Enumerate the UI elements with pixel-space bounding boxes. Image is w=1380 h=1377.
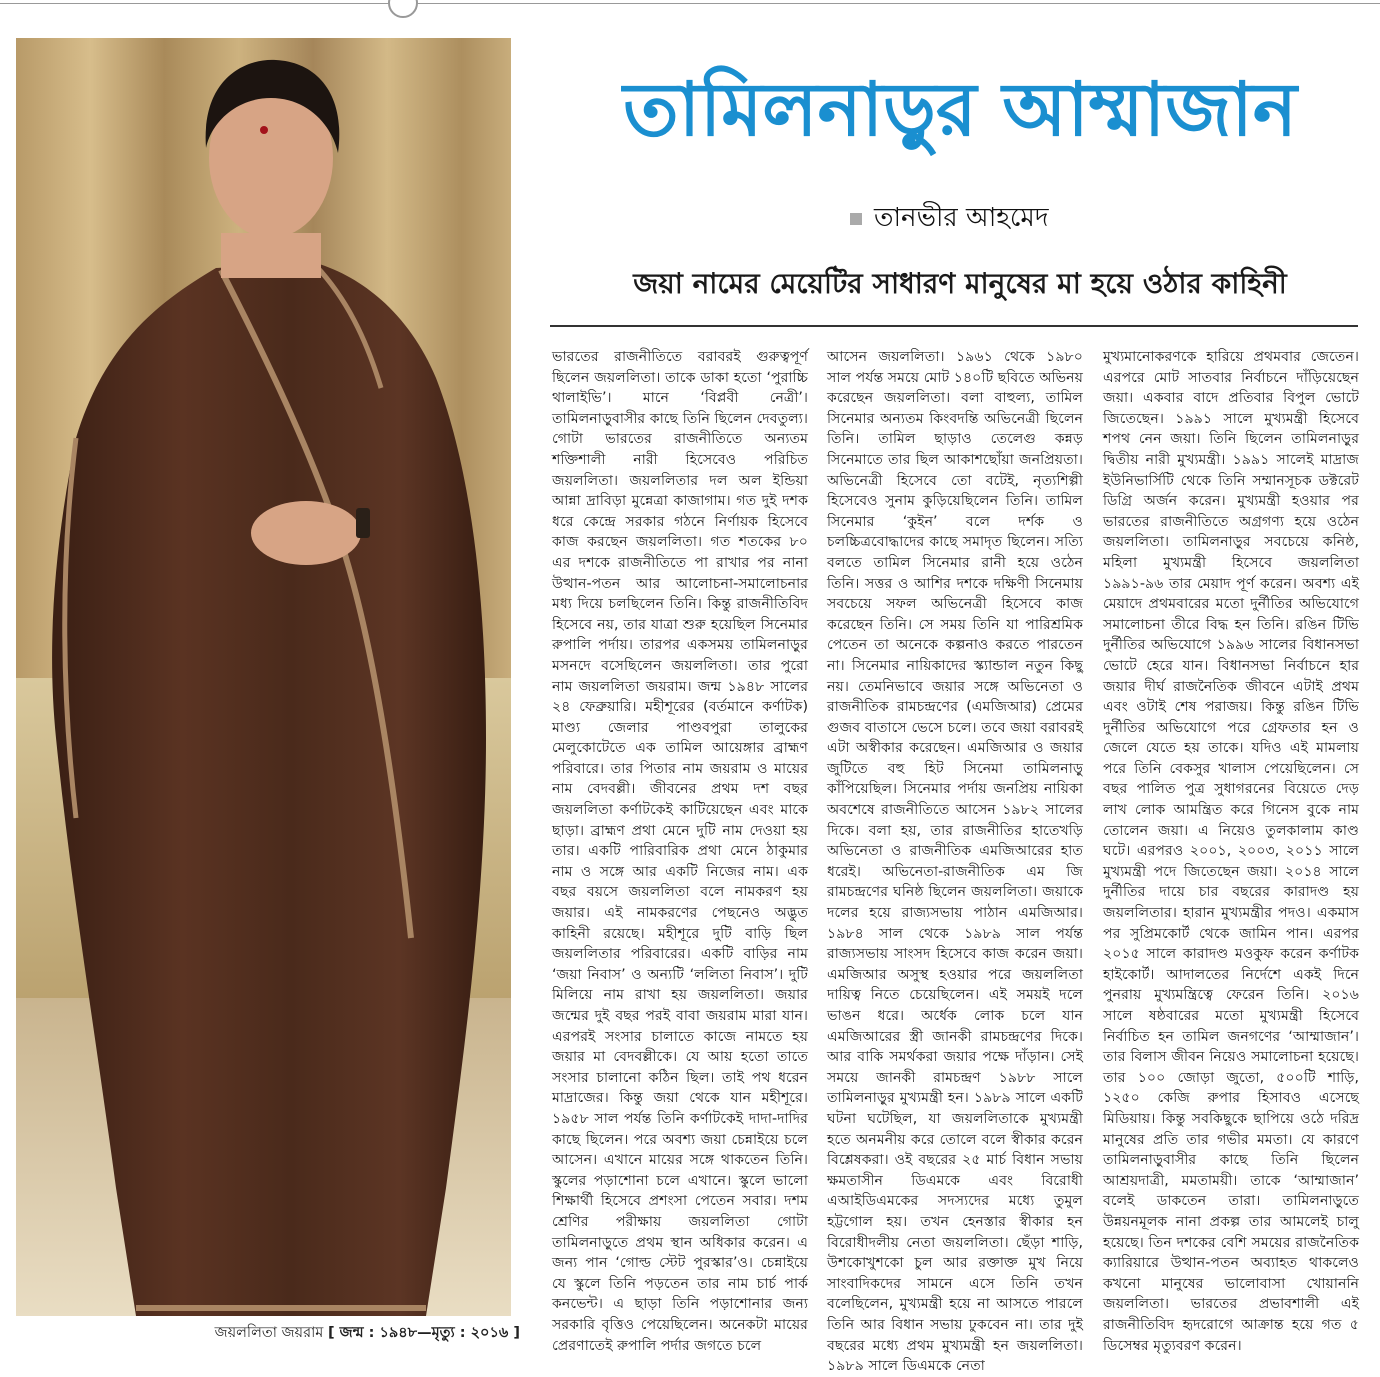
caption-dates: [ জন্ম : ১৯৪৮—মৃত্যু : ২০১৬ ] [327,1325,520,1341]
top-notch-ornament [388,0,418,18]
photo-caption [0,1322,520,1346]
caption-name: জয়ললিতা জয়রাম [214,1325,324,1341]
article-column-2: আসেন জয়ললিতা। ১৯৬১ থেকে ১৯৮০ সাল পর্যন্ত সময়ে মোট ১৪০টি ছবিতে অভিনয় করেছেন জয়ললিতা। বলা বাহুল্য, তামিল সিনেমার অন্যতম কিংবদন্তি অভিনেত্রী ছিলেন তিনি। তামিল ছাড়াও তেলেগু কন্নড় সিনেমাতে তার ছিল আকাশছোঁয়া জনপ্রিয়তা। অভিনেত্রী হিসেবে তো বটেই, নৃত্যশিল্পী হিসেবেও সুনাম কুড়িয়েছিলেন তিনি। তামিল সিনেমার ‘কুইন’ বলে দর্শক ও চলচ্চিত্রবোদ্ধাদের কাছে সমাদৃত ছিলেন। সত্যি বলতে তামিল সিনেমার রানী হয়ে ওঠেন তিনি। সত্তর ও আশির দশকে দক্ষিণী সিনেমায় সবচেয়ে সফল অভিনেত্রী হিসেবে কাজ করেছেন তিনি। সে সময় তিনি যা পারিশ্রমিক পেতেন তা অনেকে কল্পনাও করতে পারতেন না। সিনেমার নায়িকাদের স্ক্যান্ডাল নতুন কিছু নয়। তেমনিভাবে জয়ার সঙ্গে অভিনেতা ও রাজনীতিক রামচন্দ্রণের (এমজিআর) প্রেমের গুজব বাতাসে ভেসে চলে। তবে জয়া বরাবরই এটা অস্বীকার করেছেন। এমজিআর ও জয়ার জুটিতে বহু হিট সিনেমা তামিলনাড়ু কাঁপিয়েছিল। সিনেমার পর্দায় জনপ্রিয় নায়িকা অবশেষে রাজনীতিতে আসেন ১৯৮২ সালের দিকে। বলা হয়, তার রাজনীতির হাতেখড়ি অভিনেতা ও রাজনীতিক এমজিআরের হাত ধরেই। অভিনেতা-রাজনীতিক এম জি রামচন্দ্রণের ঘনিষ্ঠ ছিলেন জয়ললিতা। জয়াকে দলের হয়ে রাজ্যসভায় পাঠান এমজিআর। ১৯৮৪ সাল থেকে ১৯৮৯ সাল পর্যন্ত রাজ্যসভায় সাংসদ হিসেবে কাজ করেন জয়া। এমজিআর অসুস্থ হওয়ার পরে জয়ললিতা দায়িত্ব নিতে চেয়েছিলেন। এই সময়ই দলে ভাঙন ধরে। অর্ধেক লোক চলে যান এমজিআরের স্ত্রী জানকী রামচন্দ্রণের দিকে। আর বাকি সমর্থকরা জয়ার পক্ষে দাঁড়ান। সেই সময়ে জানকী রামচন্দ্রণ ১৯৮৮ সালে তামিলনাড়ুর মুখ্যমন্ত্রী হন। ১৯৮৯ সালে একটি ঘটনা ঘটেছিল, যা জয়ললিতাকে মুখ্যমন্ত্রী হতে অনমনীয় করে তোলে বলে স্বীকার করেন বিশ্লেষকরা। ওই বছরের ২৫ মার্চ বিধান সভায় ক্ষমতাসীন ডিএমকে এবং বিরোধী এআইডিএমকের সদস্যদের মধ্যে তুমুল হট্টগোল হয়। তখন হেনস্তার স্বীকার হন বিরোধীদলীয় নেতা জয়ললিতা। ছেঁড়া শাড়ি, উশকোখুশকো চুল আর রক্তাক্ত মুখ নিয়ে সাংবাদিকদের সামনে এসে তিনি তখন বলেছিলেন, মুখ্যমন্ত্রী হয়ে না আসতে পারলে তিনি আর বিধান সভায় ঢুকবেন না। তার দুই বছরের মধ্যে প্রথম মুখ্যমন্ত্রী হন জয়ললিতা। ১৯৮৯ সালে ডিএমকে নেতা [827,349,1083,1375]
article-column-3: মুখ্যমানোকরণকে হারিয়ে প্রথমবার জেতেন। এরপরে মোট সাতবার নির্বাচনে দাঁড়িয়েছেন জয়া। একবার বাদে প্রতিবার বিপুল ভোটে জিতেছেন। ১৯৯১ সালে মুখ্যমন্ত্রী হিসেবে শপথ নেন জয়া। তিনি ছিলেন তামিলনাড়ুর দ্বিতীয় নারী মুখ্যমন্ত্রী। ১৯৯১ সালেই মাদ্রাজ ইউনিভার্সিটি থেকে তিনি সম্মানসূচক ডক্টরেট ডিগ্রি অর্জন করেন। মুখ্যমন্ত্রী হওয়ার পর ভারতের রাজনীতিতে অগ্রগণ্য হয়ে ওঠেন জয়ললিতা। তামিলনাড়ুর সবচেয়ে কনিষ্ঠ, মহিলা মুখ্যমন্ত্রী হিসেবে জয়ললিতা ১৯৯১-৯৬ তার মেয়াদ পূর্ণ করেন। অবশ্য এই মেয়াদে প্রথমবারের মতো দুর্নীতির অভিযোগে সমালোচনা তীরে বিদ্ধ হন তিনি। রঙিন টিভি দুর্নীতির অভিযোগে ১৯৯৬ সালের বিধানসভা ভোটে হেরে যান। বিধানসভা নির্বাচনে হার জয়ার দীর্ঘ রাজনৈতিক জীবনে এটাই প্রথম এবং ওটাই শেষ পরাজয়। কিন্তু রঙিন টিভি দুর্নীতির অভিযোগে পরে গ্রেফতার হন ও জেলে যেতে হয় তাকে। যদিও এই মামলায় পরে তিনি বেকসুর খালাস পেয়েছিলেন। সে বছর পালিত পুত্র সুধাগরনের বিয়েতে দেড় লাখ লোক আমন্ত্রিত করে গিনেস বুকে নাম তোলেন জয়া। এ নিয়েও তুলকালাম কাণ্ড ঘটে। এরপরও ২০০১, ২০০৩, ২০১১ সালে মুখ্যমন্ত্রী পদে জিতেছেন জয়া। ২০১৪ সালে দুর্নীতির দায়ে চার বছরের কারাদণ্ড হয় জয়ললিতার। হারান মুখ্যমন্ত্রীর পদও। একমাস পর সুপ্রিমকোর্ট থেকে জামিন পান। এরপর ২০১৫ সালে কারাদণ্ড মওকুফ করেন কর্ণাটক হাইকোর্ট। আদালতের নির্দেশে একই দিনে পুনরায় মুখ্যমন্ত্রিত্বে ফেরেন তিনি। ২০১৬ সালে ষষ্ঠবারের মতো মুখ্যমন্ত্রী হিসেবে নির্বাচিত হন তামিল জনগণের ‘আম্মাজান’। তার বিলাস জীবন নিয়েও সমালোচনা হয়েছে। তার ১০০ জোড়া জুতো, ৫০০টি শাড়ি, ১২৫০ কেজি রুপার হিসাবও এসেছে মিডিয়ায়। কিন্তু সবকিছুকে ছাপিয়ে ওঠে দরিদ্র মানুষের প্রতি তার গভীর মমতা। যে কারণে তামিলনাড়ুবাসীর কাছে তিনি ছিলেন আশ্রয়দাত্রী, মমতাময়ী। তাকে ‘আম্মাজান’ বলেই ডাকতেন তারা। তামিলনাড়ুতে উন্নয়নমূলক নানা প্রকল্প তার আমলেই চালু হয়েছে। তিন দশকের বেশি সময়ের রাজনৈতিক ক্যারিয়ারে উত্থান-পতন অব্যাহত থাকলেও কখনো মানুষের ভালোবাসা খোয়াননি জয়ললিতা। ভারতের প্রভাবশালী এই রাজনীতিবিদ হৃদরোগে আক্রান্ত হয়ে গত ৫ ডিসেম্বর মৃত্যুবরণ করেন। [1103,349,1359,1354]
subheadline: জয়া নামের মেয়েটির সাধারণ মানুষের মা হয়ে ওঠার কাহিনী [633,267,1287,300]
byline-bullet-icon [850,213,862,225]
portrait-photo [16,38,511,1316]
author-name: তানভীর আহমেদ [874,203,1049,233]
headline: তামিলনাড়ুর আম্মাজান [623,67,1297,153]
byline [850,200,1048,236]
headline-divider [550,325,1358,327]
article-column-1: ভারতের রাজনীতিতে বরাবরই গুরুত্বপূর্ণ ছিলেন জয়ললিতা। তাকে ডাকা হতো ‘পুরাচ্চি থালাইভি’। মানে ‘বিপ্লবী নেত্রী’। তামিলনাড়ুবাসীর কাছে তিনি ছিলেন দেবতুল্য। গোটা ভারতের রাজনীতিতে অন্যতম শক্তিশালী নারী হিসেবেও পরিচিত জয়ললিতা। জয়ললিতার দল অল ইন্ডিয়া আন্না দ্রাবিড়া মুন্নেত্রা কাজাগাম। গত দুই দশক ধরে কেন্দ্রে সরকার গঠনে নির্ণায়ক হিসেবে কাজ করছেন জয়ললিতা। গত শতকের ৮০ এর দশকে রাজনীতিতে পা রাখার পর নানা উত্থান-পতন আর আলোচনা-সমালোচনার মধ্য দিয়ে চলছিলেন তিনি। কিন্তু রাজনীতিবিদ হিসেবে নয়, তার যাত্রা শুরু হয়েছিল সিনেমার রুপালি পর্দায়। তারপর একসময় তামিলনাড়ুর মসনদে বসেছিলেন জয়ললিতা। তার পুরো নাম জয়ললিতা জয়রাম। জন্ম ১৯৪৮ সালের ২৪ ফেব্রুয়ারি। মহীশূরের (বর্তমানে কর্ণাটক) মাণ্ড্য জেলার পাণ্ডবপুরা তালুকের মেলুকোটেতে এক তামিল আয়েঙ্গার ব্রাহ্মণ পরিবারে। তার পিতার নাম জয়রাম ও মায়ের নাম বেদবল্লী। জীবনের প্রথম দশ বছর জয়ললিতা কর্ণাটকেই কাটিয়েছেন এবং মাকে ছাড়া। ব্রাহ্মণ প্রথা মেনে দুটি নাম দেওয়া হয় তার। একটি পারিবারিক প্রথা মেনে ঠাকুমার নাম ও সঙ্গে আর একটি নিজের নাম। এক বছর বয়সে জয়ললিতা বলে নামকরণ হয় জয়ার। এই নামকরণের পেছনেও অদ্ভুত কাহিনী রয়েছে। মহীশূরে দুটি বাড়ি ছিল জয়ললিতার পরিবারের। একটি বাড়ির নাম ‘জয়া নিবাস’ ও অন্যটি ‘ললিতা নিবাস’। দুটি মিলিয়ে নাম রাখা হয় জয়ললিতা। জয়ার জন্মের দুই বছর পরই বাবা জয়রাম মারা যান। এরপরই সংসার চালাতে কাজে নামতে হয় জয়ার মা বেদবল্লীকে। যে আয় হতো তাতে সংসার চালানো কঠিন ছিল। তাই পথ ধরেন মাদ্রাজের। কিন্তু জয়া থেকে যান মহীশূরে। ১৯৫৮ সাল পর্যন্ত তিনি কর্ণাটকেই দাদা-দাদির কাছে ছিলেন। পরে অবশ্য জয়া চেন্নাইয়ে চলে আসেন। এখানে মায়ের সঙ্গে থাকতেন তিনি। স্কুলের পড়াশোনা চলে এখানে। স্কুলে ভালো শিক্ষার্থী হিসেবে প্রশংসা পেতেন সবার। দশম শ্রেণির পরীক্ষায় জয়ললিতা গোটা তামিলনাড়ুতে প্রথম স্থান অধিকার করেন। এ জন্য পান ‘গোল্ড স্টেট পুরস্কার’ও। চেন্নাইয়ে যে স্কুলে তিনি পড়তেন তার নাম চার্চ পার্ক কনভেন্ট। এ ছাড়া তিনি পড়াশোনার জন্য সরকারি বৃত্তিও পেয়েছিলেন। অনেকটা মায়ের প্রেরণাতেই রুপালি পর্দার জগতে চলে [552,349,808,1354]
top-rule [0,0,1380,6]
